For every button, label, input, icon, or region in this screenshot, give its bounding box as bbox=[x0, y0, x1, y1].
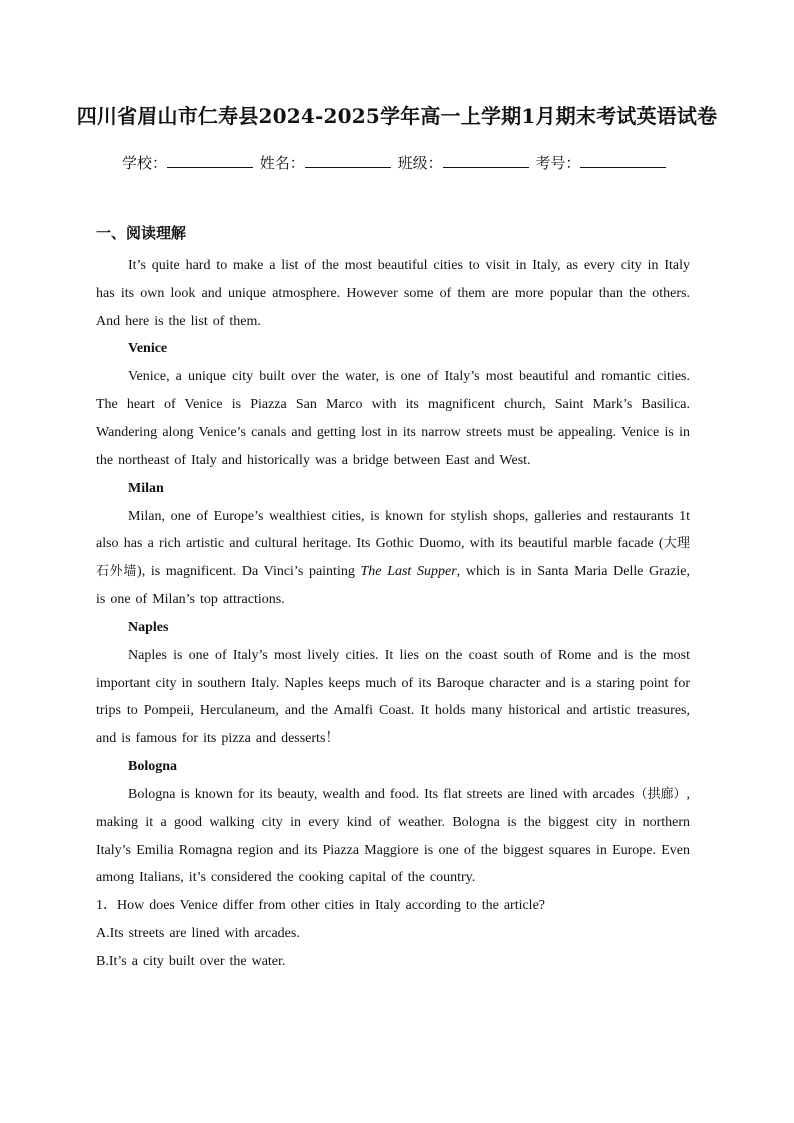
class-label: 班级： bbox=[397, 154, 443, 172]
bologna-paragraph bbox=[96, 781, 690, 892]
page-title: 四川省眉山市仁寿县2024-2025学年高一上学期1月期末考试英语试卷 bbox=[76, 104, 718, 128]
naples-paragraph: Naples is one of Italy’s most lively cities. It lies on the coast south of Rome and is the most important city in southern Italy. Naples keeps much of its Baroque character and is a staring point for trips to Pompeii, Herculaneum, and the Amalfi Coast. It holds many historical and artistic treasures, and is famous for its pizza and desserts！ bbox=[96, 647, 690, 747]
milan-heading: Milan bbox=[128, 480, 164, 496]
question-1 bbox=[96, 892, 690, 920]
question-number: 1． bbox=[96, 898, 117, 914]
milan-cjk-note: 大理石外墙 bbox=[96, 536, 690, 580]
reading-passage bbox=[96, 252, 690, 976]
school-blank[interactable] bbox=[167, 153, 253, 168]
bologna-cjk-note: （拱廊） bbox=[634, 786, 687, 802]
naples-heading: Naples bbox=[128, 619, 169, 635]
name-blank[interactable] bbox=[305, 153, 391, 168]
bologna-text-2: , making it a good walking city in every kind of weather. Bologna is the biggest city in northern Italy’s Emilia Romagna region and its Piazza Maggiore is one of the biggest squares in Europe. Even among Italians, it’s considered the cooking capital of the country. bbox=[96, 786, 690, 886]
venice-paragraph: Venice, a unique city built over the water, is one of Italy’s most beautiful and romantic cities. The heart of Venice is Piazza San Marco with its magnificent church, Saint Mark’s Basilica. Wandering along Venice’s canals and getting lost in its narrow streets must be appealing. Venice is in the northeast of Italy and historically was a bridge between East and West. bbox=[96, 369, 690, 468]
number-blank[interactable] bbox=[580, 153, 666, 168]
class-blank[interactable] bbox=[443, 153, 529, 168]
school-label: 学校： bbox=[122, 154, 168, 172]
milan-text-2: ), is magnificent. Da Vinci’s painting bbox=[137, 564, 361, 580]
bologna-text-1: Bologna is known for its beauty, wealth and food. Its flat streets are lined with arcades bbox=[128, 786, 635, 802]
passage-intro: It’s quite hard to make a list of the most beautiful cities to visit in Italy, as every city in Italy has its own look and unique atmosphere. However some of them are more popular than the others. And here is the list of them. bbox=[96, 258, 690, 329]
milan-text-1: Milan, one of Europe’s wealthiest cities, is known for stylish shops, galleries and restaurants 1t also has a rich artistic and cultural heritage. Its Gothic Duomo, with its beautiful marble facade ( bbox=[96, 508, 690, 552]
question-stem: How does Venice differ from other cities in Italy according to the article? bbox=[117, 898, 545, 914]
milan-paragraph bbox=[96, 503, 690, 614]
option-b[interactable]: B.It’s a city built over the water. bbox=[96, 953, 286, 969]
section-title: 一、阅读理解 bbox=[96, 224, 187, 242]
bologna-heading: Bologna bbox=[128, 758, 178, 774]
name-label: 姓名： bbox=[259, 154, 305, 172]
option-a[interactable]: A.Its streets are lined with arcades. bbox=[96, 925, 300, 941]
student-info-line bbox=[122, 152, 668, 173]
painting-title: The Last Supper bbox=[360, 564, 457, 580]
number-label: 考号： bbox=[535, 154, 581, 172]
venice-heading: Venice bbox=[128, 341, 168, 357]
milan-text-3: , which is in Santa Maria Delle Grazie, is one of Milan’s top attractions. bbox=[96, 564, 690, 607]
